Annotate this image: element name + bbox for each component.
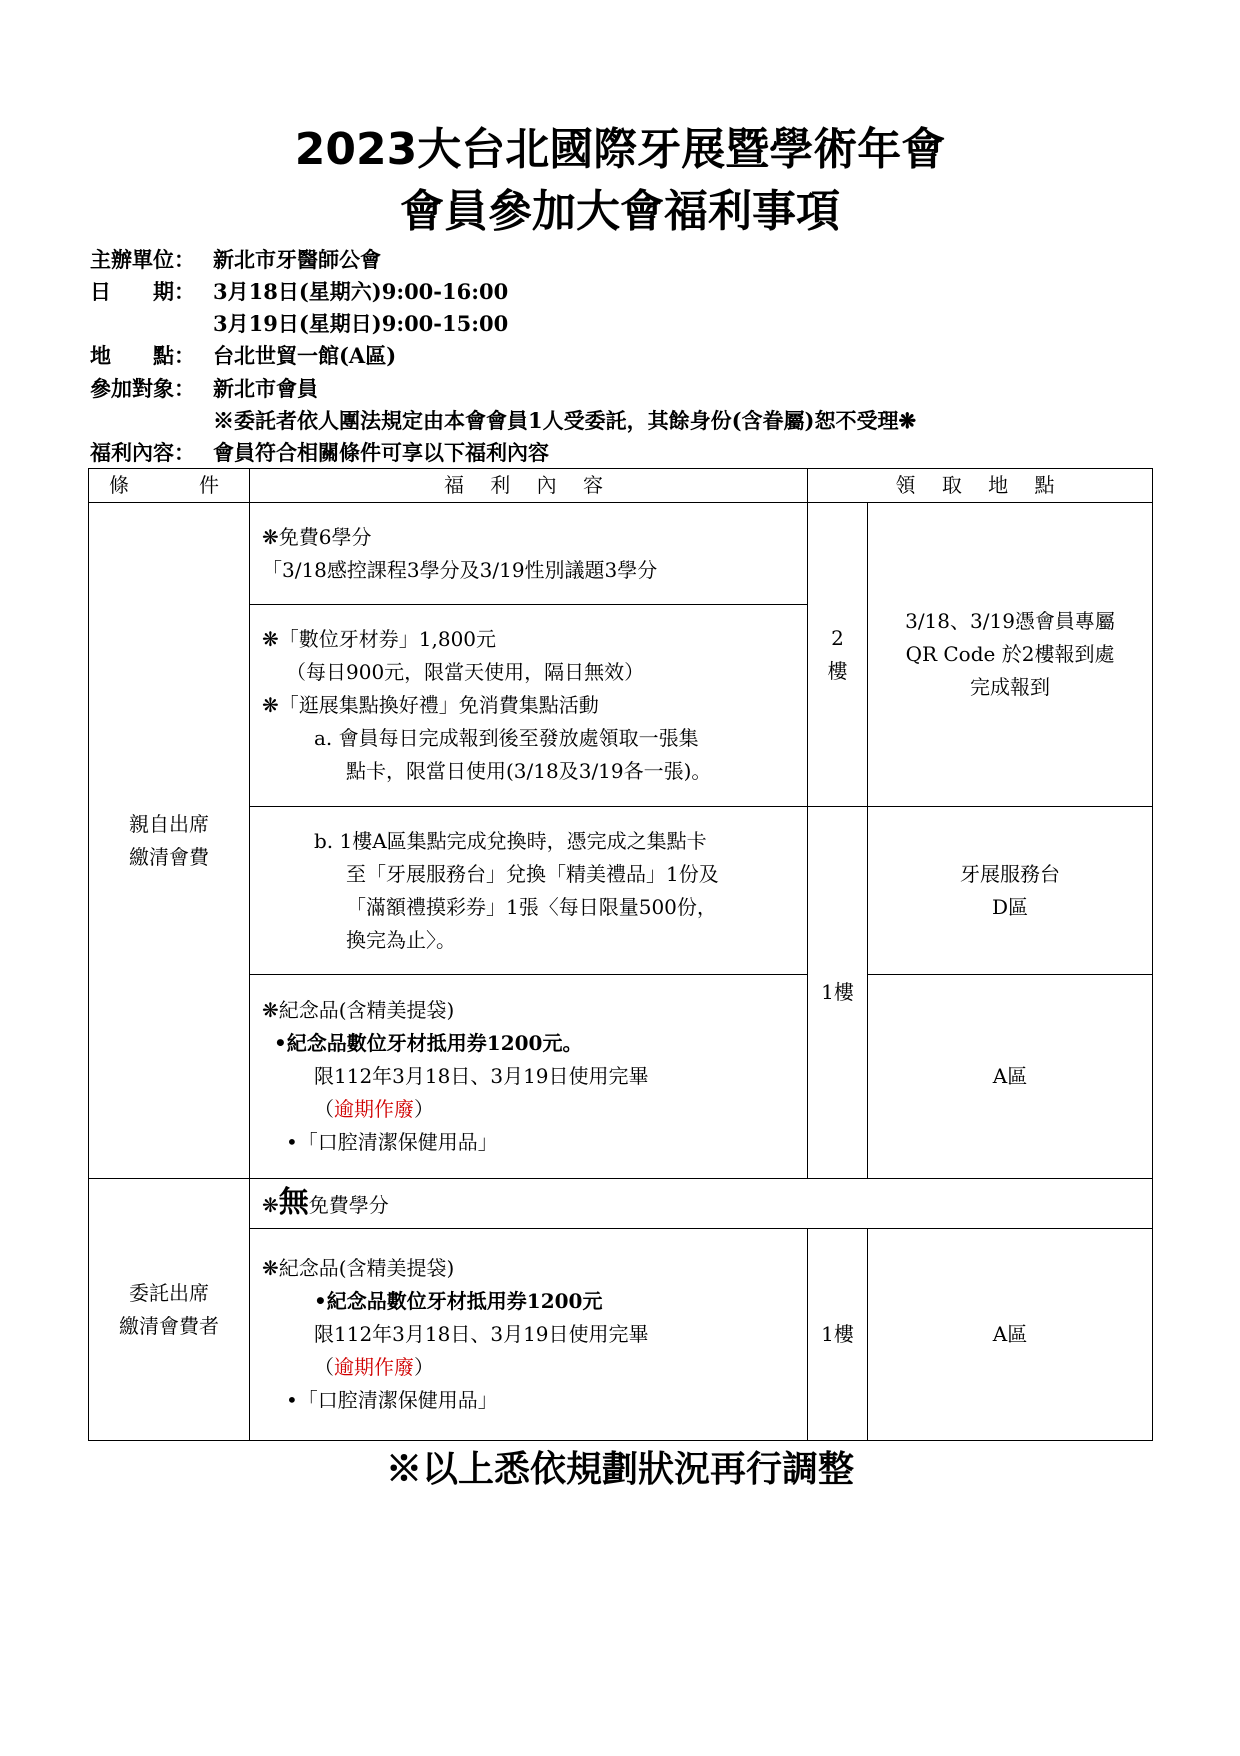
benefit-free-credits [250, 503, 808, 605]
delegation-note: ※委託者依人團法規定由本會會員1人受委託，其餘身份(含眷屬)恕不受理❋ [213, 408, 917, 433]
header-location: 領 取 地 點 [808, 469, 1153, 503]
info-organizer [90, 244, 381, 276]
benefit-line: a. 會員每日完成報到後至發放處領取一張集 [314, 726, 699, 750]
location-line: 完成報到 [970, 675, 1050, 699]
benefit-line: 「滿額禮摸彩券」1張〈每日限量500份， [346, 894, 717, 919]
location-a-zone: A區 [868, 975, 1153, 1179]
condition-line: 繳清會費 [129, 844, 209, 869]
benefit-line [262, 1351, 797, 1384]
condition-line: 繳清會費者 [119, 1313, 219, 1338]
place-value: 台北世貿一館(A區) [213, 343, 397, 368]
organizer-label: 主辦單位： [90, 247, 195, 272]
benefit-line: 限112年3月18日、3月19日使用完畢 [314, 1322, 649, 1346]
benefit-no-credits [250, 1179, 1153, 1229]
benefit-stamp-exchange [250, 807, 808, 975]
welfare-label: 福利內容： [90, 440, 195, 465]
benefit-line: ❋「數位牙材券」1,800元 [262, 627, 497, 651]
benefit-line: 「3/18感控課程3學分及3/19性別議題3學分 [262, 557, 658, 582]
document-title-line1: 2023大台北國際牙展暨學術年會 [294, 124, 946, 175]
benefit-line [262, 1093, 797, 1126]
organizer-value: 新北市牙醫師公會 [213, 247, 381, 272]
info-place [90, 340, 396, 372]
condition-attend-in-person [89, 503, 250, 1179]
benefit-line: 點卡，限當日使用(3/18及3/19各一張)。 [346, 759, 712, 783]
expiry-note: 逾期作廢 [334, 1355, 414, 1379]
benefit-line: （每日900元，限當天使用，隔日無效） [286, 660, 645, 684]
floor-line: 樓 [827, 658, 848, 683]
header-content: 福 利 內 容 [250, 469, 808, 503]
info-target [90, 373, 318, 405]
info-date [90, 276, 508, 308]
table-row [89, 1179, 1153, 1229]
paren: （ [314, 1355, 334, 1379]
star-mark: ❋ [262, 1192, 279, 1217]
condition-line: 委託出席 [129, 1280, 209, 1305]
date-value-1: 3月18日(星期六)9:00-16:00 [213, 279, 509, 304]
floor-1: 1樓 [808, 807, 868, 1179]
floor-1-delegated: 1樓 [808, 1229, 868, 1441]
benefit-souvenir [250, 975, 808, 1179]
expiry-note: 逾期作廢 [334, 1097, 414, 1121]
benefit-line: 至「牙展服務台」兌換「精美禮品」1份及 [346, 861, 719, 886]
location-line: D區 [991, 894, 1029, 919]
place-label: 地 點： [90, 343, 195, 368]
benefit-souvenir-delegated [250, 1229, 808, 1441]
location-service-desk [868, 807, 1153, 975]
benefit-line: ❋紀念品(含精美提袋) [262, 998, 455, 1022]
document-title-line2: 會員參加大會福利事項 [400, 186, 840, 237]
welfare-value: 會員符合相關條件可享以下福利內容 [213, 440, 549, 465]
benefit-line: 限112年3月18日、3月19日使用完畢 [314, 1064, 649, 1088]
paren: ） [414, 1097, 434, 1121]
condition-delegated [89, 1179, 250, 1441]
benefit-line: •紀念品數位牙材抵用券1200元。 [274, 1031, 583, 1055]
location-checkin [868, 503, 1153, 807]
benefit-line: ❋免費6學分 [262, 524, 372, 549]
benefit-line: b. 1樓A區集點完成兌換時，憑完成之集點卡 [314, 828, 707, 853]
floor-line: 2 [831, 625, 844, 650]
paren: （ [314, 1097, 334, 1121]
info-welfare [90, 437, 549, 469]
benefit-line: •紀念品數位牙材抵用券1200元 [314, 1289, 603, 1313]
location-line: QR Code 於2樓報到處 [905, 642, 1115, 666]
target-value: 新北市會員 [213, 376, 318, 401]
table-header-row [89, 469, 1153, 503]
target-label: 參加對象： [90, 376, 195, 401]
benefit-line: •「口腔清潔保健用品」 [286, 1388, 498, 1412]
paren: ） [414, 1355, 434, 1379]
benefit-line: ❋紀念品(含精美提袋) [262, 1256, 455, 1280]
footer-note: ※以上悉依規劃狀況再行調整 [385, 1448, 854, 1490]
benefit-digital-vouchers [250, 605, 808, 807]
benefit-line: 換完為止〉。 [346, 927, 456, 952]
table-row [89, 503, 1153, 605]
welfare-table [88, 468, 1153, 1441]
location-line: 牙展服務台 [960, 861, 1060, 886]
floor-2 [808, 503, 868, 807]
date-label: 日 期： [90, 279, 195, 304]
date-value-2: 3月19日(星期日)9:00-15:00 [213, 311, 509, 336]
location-a-zone-delegated: A區 [868, 1229, 1153, 1441]
location-line: 3/18、3/19憑會員專屬 [905, 609, 1115, 633]
benefit-line: •「口腔清潔保健用品」 [286, 1130, 498, 1154]
benefit-line: ❋「逛展集點換好禮」免消費集點活動 [262, 693, 599, 717]
condition-line: 親自出席 [129, 811, 209, 836]
no-mark: 無 [278, 1184, 309, 1220]
benefit-line: 免費學分 [308, 1192, 389, 1217]
header-condition: 條 件 [89, 469, 250, 503]
